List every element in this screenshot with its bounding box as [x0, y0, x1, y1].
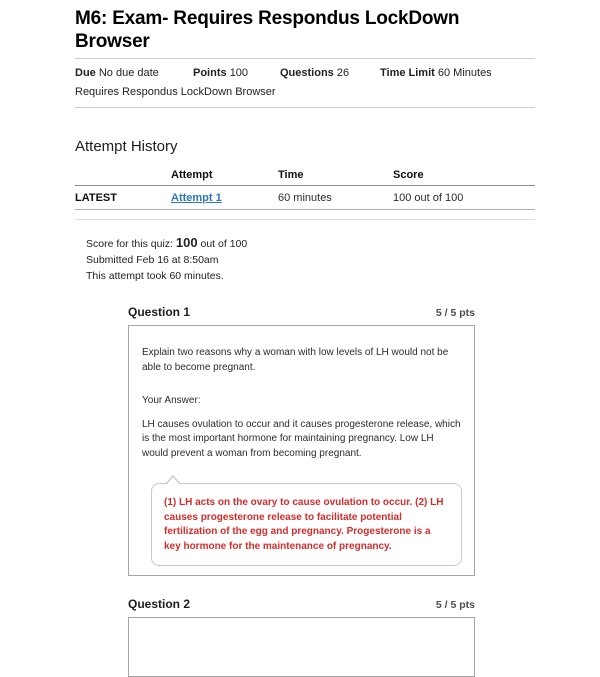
correct-answer-comment-bubble	[151, 483, 462, 566]
time-limit-label: Time Limit	[380, 67, 435, 79]
attempt-history-heading: Attempt History	[75, 138, 178, 155]
question-2-title: Question 2	[128, 597, 191, 611]
attempt-history-section	[75, 138, 535, 220]
question-1-section	[128, 305, 475, 576]
due-label: Due	[75, 67, 96, 79]
meta-questions	[280, 66, 380, 80]
questions-value: 26	[336, 67, 350, 79]
score-suffix: out of 100	[200, 238, 248, 250]
meta-due	[75, 66, 193, 80]
attempt-1-link[interactable]: Attempt 1	[171, 192, 222, 204]
attempt-time-value: 60 minutes	[278, 192, 332, 204]
question-2-section	[128, 597, 475, 677]
your-answer-label: Your Answer:	[142, 395, 201, 406]
quiz-results-page	[0, 7, 600, 677]
score-column-header: Score	[393, 169, 424, 181]
meta-points	[193, 66, 280, 80]
attempt-table-header-row	[75, 169, 535, 186]
instructor-feedback-text: (1) LH acts on the ovary to cause ovulation to occur. (2) LH causes progesterone release to facilitate potential fertilization of the egg and pregnancy. Progesterone is a key hormone for the maintenance of pregnancy.	[164, 497, 444, 552]
header-divider	[75, 58, 535, 59]
question-2-points-badge: 5 / 5 pts	[435, 599, 475, 611]
due-value: No due date	[98, 67, 159, 79]
header-divider-bottom	[75, 107, 535, 108]
time-limit-value: 60 Minutes	[437, 67, 492, 79]
question-1-title: Question 1	[128, 305, 191, 319]
score-value: 100	[175, 235, 198, 250]
attempt-column-header: Attempt	[171, 169, 213, 181]
question-1-header	[128, 305, 475, 319]
time-column-header: Time	[278, 169, 304, 181]
attempt-score-value: 100 out of 100	[393, 192, 464, 204]
attempt-table-bottom-divider	[75, 219, 535, 220]
questions-label: Questions	[280, 67, 334, 79]
score-summary	[86, 235, 535, 284]
question-1-points-badge: 5 / 5 pts	[435, 307, 475, 319]
points-label: Points	[193, 67, 227, 79]
submitted-timestamp: Submitted Feb 16 at 8:50am	[86, 254, 219, 266]
meta-time-limit	[380, 66, 492, 80]
score-prefix: Score for this quiz:	[86, 238, 173, 250]
question-2-box	[128, 617, 475, 677]
quiz-header	[75, 7, 535, 108]
attempt-table-row	[75, 186, 535, 210]
points-value: 100	[229, 67, 249, 79]
quiz-meta-row	[75, 66, 535, 80]
attempt-duration: This attempt took 60 minutes.	[86, 270, 224, 282]
question-1-box	[128, 325, 475, 576]
quiz-score-line	[86, 235, 535, 252]
attempt-history-table	[75, 169, 535, 210]
question-2-header	[128, 597, 475, 611]
question-1-prompt: Explain two reasons why a woman with low levels of LH would not be able to become pregnant.	[142, 347, 449, 373]
lockdown-requirement-note: Requires Respondus LockDown Browser	[75, 86, 276, 98]
student-answer-text: LH causes ovulation to occur and it causes progesterone release, which is the most important hormone for maintaining pregnancy. Low LH would prevent a woman from becoming pregnant.	[142, 418, 461, 459]
page-title: M6: Exam- Requires Respondus LockDown Browser	[75, 8, 460, 52]
attempt-row-label: LATEST	[75, 192, 117, 204]
